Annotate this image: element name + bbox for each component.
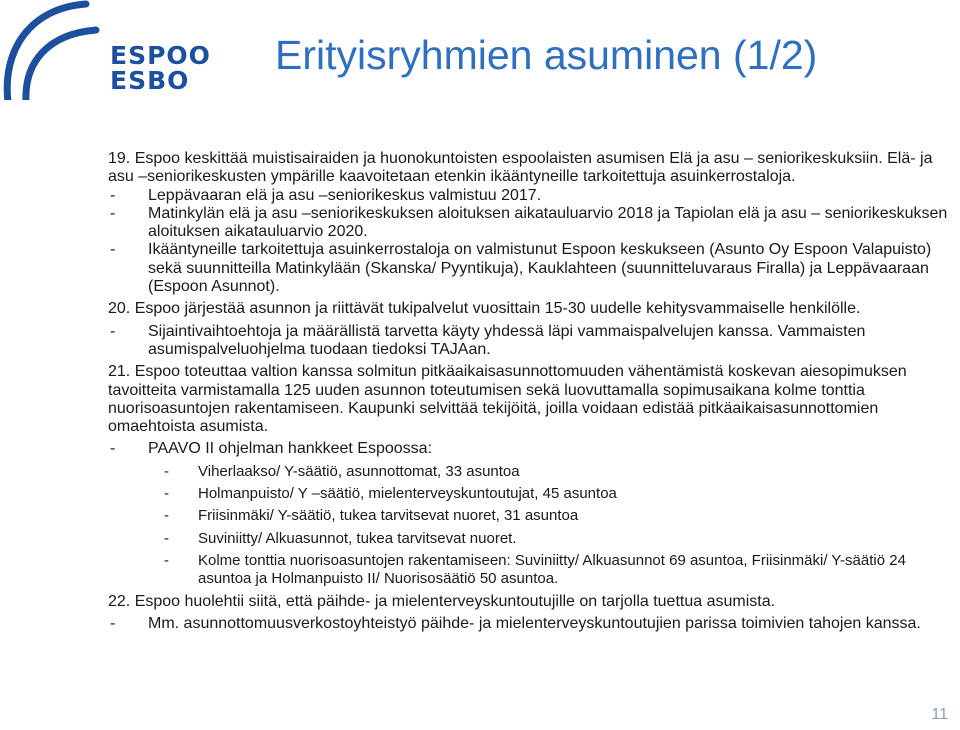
bullet-marker: - [110,186,116,204]
list-item [108,241,950,296]
page-title: Erityisryhmien asuminen (1/2) [275,32,818,78]
bullet-marker: - [164,529,169,547]
sub-list-item [108,552,950,589]
list-item-text: Sijaintivaihtoehtoja ja määrällistä tarvetta käyty yhdessä läpi vammaispalvelujen kanssa. Vammaisten asumispalveluohjelma tuodaan tiedoksi TAJAan. [148,322,866,358]
list-item [108,323,950,360]
bullet-marker: - [110,440,116,458]
bullet-marker: - [164,507,169,525]
bullet-marker: - [110,204,116,222]
list-item-text: Leppävaaran elä ja asu –seniorikeskus valmistuu 2017. [148,186,542,204]
sub-list-item [108,463,950,481]
logo-text-esbo: ESBO [110,66,190,95]
list-item-text: Mm. asunnottomuusverkostoyhteistyö päihde- ja mielenterveyskuntoutujien parissa toimivien tahojen kanssa. [148,614,921,632]
sub-list-item [108,485,950,503]
bullet-marker: - [110,322,116,340]
sub-list-item [108,530,950,548]
list-item-text: Kolme tonttia nuorisoasuntojen rakentamiseen: Suviniitty/ Alkuasunnot 69 asuntoa, Friisinmäki/ Y-säätiö 24 asuntoa ja Holmanpuisto II/ Nuorisosäätiö 50 asuntoa. [198,551,906,588]
bullet-marker: - [110,241,116,259]
bullet-marker: - [110,614,116,632]
list-item [108,615,950,633]
list-item [108,205,950,242]
list-item-text: Friisinmäki/ Y-säätiö, tukea tarvitsevat nuoret, 31 asuntoa [198,507,579,525]
page-number: 11 [931,706,948,723]
espoo-logo [0,0,211,100]
list-item [108,440,950,458]
logo-text-espoo: ESPOO [110,41,211,70]
item-22: 22. Espoo huolehtii siitä, että päihde- ja mielenterveyskuntoutujille on tarjolla tuettua asumista. [108,592,776,610]
item-19: 19. Espoo keskittää muistisairaiden ja huonokuntoisten espoolaisten asumisen Elä ja asu – seniorikeskuksiin. Elä- ja asu –seniorikeskusten ympärille kaavoitetaan etenkin ikääntyneille tarkoitettuja asuinkerrostaloja. [108,150,933,186]
bullet-marker: - [164,462,169,480]
list-item-text: Suviniitty/ Alkuasunnot, tukea tarvitsevat nuoret. [198,529,517,547]
bullet-marker: - [164,551,169,569]
list-item [108,187,950,205]
bullet-marker: - [164,485,169,503]
espoo-wave-icon [0,0,110,100]
item-21: 21. Espoo toteuttaa valtion kanssa solmitun pitkäaikaisasunnottomuuden vähentämistä koskevan aiesopimuksen tavoitteita varmistamalla 125 uuden asunnon toteutumisen sekä luovuttamalla sopimusaikana kolme tonttia nuorisoasuntojen rakentamiseen. Kaupunki selvittää tekijöitä, joilla voidaan edistää pitkäaikaisasunnottomien omaehtoista asumista. [108,363,907,436]
list-item-text: Matinkylän elä ja asu –seniorikeskuksen aloituksen aikatauluarvio 2018 ja Tapiolan elä ja asu – seniorikeskuksen aloituksen aikatauluarvio 2020. [148,204,948,241]
item-20: 20. Espoo järjestää asunnon ja riittävät tukipalvelut vuosittain 15-30 uudelle kehitysvammaiselle henkilölle. [108,300,861,318]
list-item-text: PAAVO II ohjelman hankkeet Espoossa: [148,440,433,458]
list-item-text: Holmanpuisto/ Y –säätiö, mielenterveyskuntoutujat, 45 asuntoa [198,485,617,503]
slide-body [108,150,950,633]
sub-list-item [108,507,950,525]
list-item-text: Viherlaakso/ Y-säätiö, asunnottomat, 33 asuntoa [198,462,520,480]
list-item-text: Ikääntyneille tarkoitettuja asuinkerrostaloja on valmistunut Espoon keskukseen (Asunto Oy Espoon Valapuisto) sekä suunnitteilla Matinkylään (Skanska/ Pyyntikuja), Kauklahteen (suunnitteluvaraus Firalla) ja Leppävaaraan (Espoon Asunnot). [148,241,932,296]
